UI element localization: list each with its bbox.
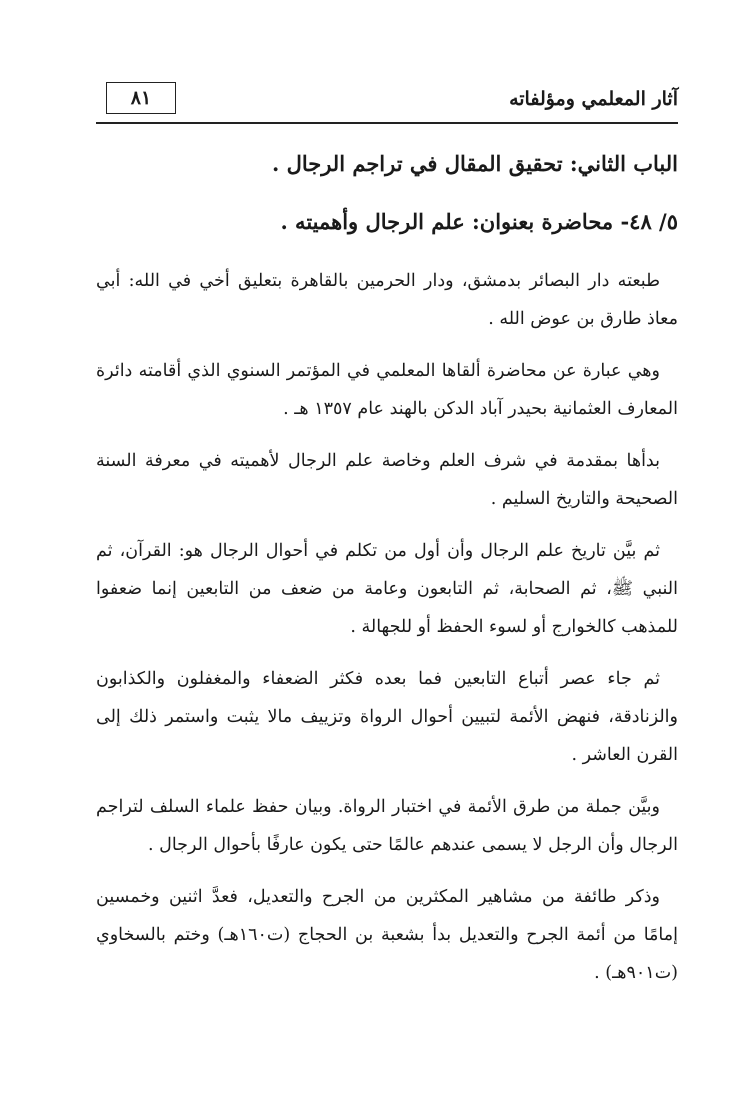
header-rule — [96, 122, 678, 124]
paragraph-lecture-origin: وهي عبارة عن محاضرة ألقاها المعلمي في المؤتمر السنوي الذي أقامته دائرة المعارف العثمانية بحيدر آباد الدكن بالهند عام ١٣٥٧ هـ . — [96, 361, 678, 419]
running-title: آثار المعلمي ومؤلفاته — [509, 88, 678, 110]
paragraph-scholars: وذكر طائفة من مشاهير المكثرين من الجرح والتعديل، فعدَّ اثنين وخمسين إمامًا من أئمة الجرح والتعديل بدأ بشعبة بن الحجاج (ت١٦٠هـ) وختم بالسخاوي (ت٩٠١هـ) . — [96, 887, 678, 983]
item-heading: ٥/ ٤٨- محاضرة بعنوان: علم الرجال وأهميته . — [280, 209, 678, 234]
paragraph-methods: وبيَّن جملة من طرق الأئمة في اختبار الرواة. وبيان حفظ علماء السلف لتراجم الرجال وأن الرجل لا يسمى عندهم عالمًا حتى يكون عارفًا بأحوال الرجال . — [96, 797, 678, 855]
paragraph-introduction: بدأها بمقدمة في شرف العلم وخاصة علم الرجال لأهميته في معرفة السنة الصحيحة والتاريخ السليم . — [96, 451, 678, 509]
paragraph-history: ثم بيَّن تاريخ علم الرجال وأن أول من تكلم في أحوال الرجال هو: القرآن، ثم النبي ﷺ، ثم الصحابة، ثم التابعون وعامة من ضعف من التابعين إنما ضعفوا للمذهب كالخوارج أو لسوء الحفظ أو للجهالة . — [96, 541, 678, 637]
paragraph-later-era: ثم جاء عصر أتباع التابعين فما بعده فكثر الضعفاء والمغفلون والكذابون والزنادقة، فنهض الأئمة لتبيين أحوال الرواة وتزييف مالا يثبت واستمر ذلك إلى القرن العاشر . — [96, 669, 678, 765]
running-header — [96, 82, 678, 122]
chapter-heading: الباب الثاني: تحقيق المقال في تراجم الرجال . — [271, 151, 678, 176]
paragraph-publication: طبعته دار البصائر بدمشق، ودار الحرمين بالقاهرة بتعليق أخي في الله: أبي معاذ طارق بن عوض الله . — [96, 271, 678, 329]
page-body — [96, 146, 678, 1006]
page-number: ٨١ — [106, 82, 176, 114]
